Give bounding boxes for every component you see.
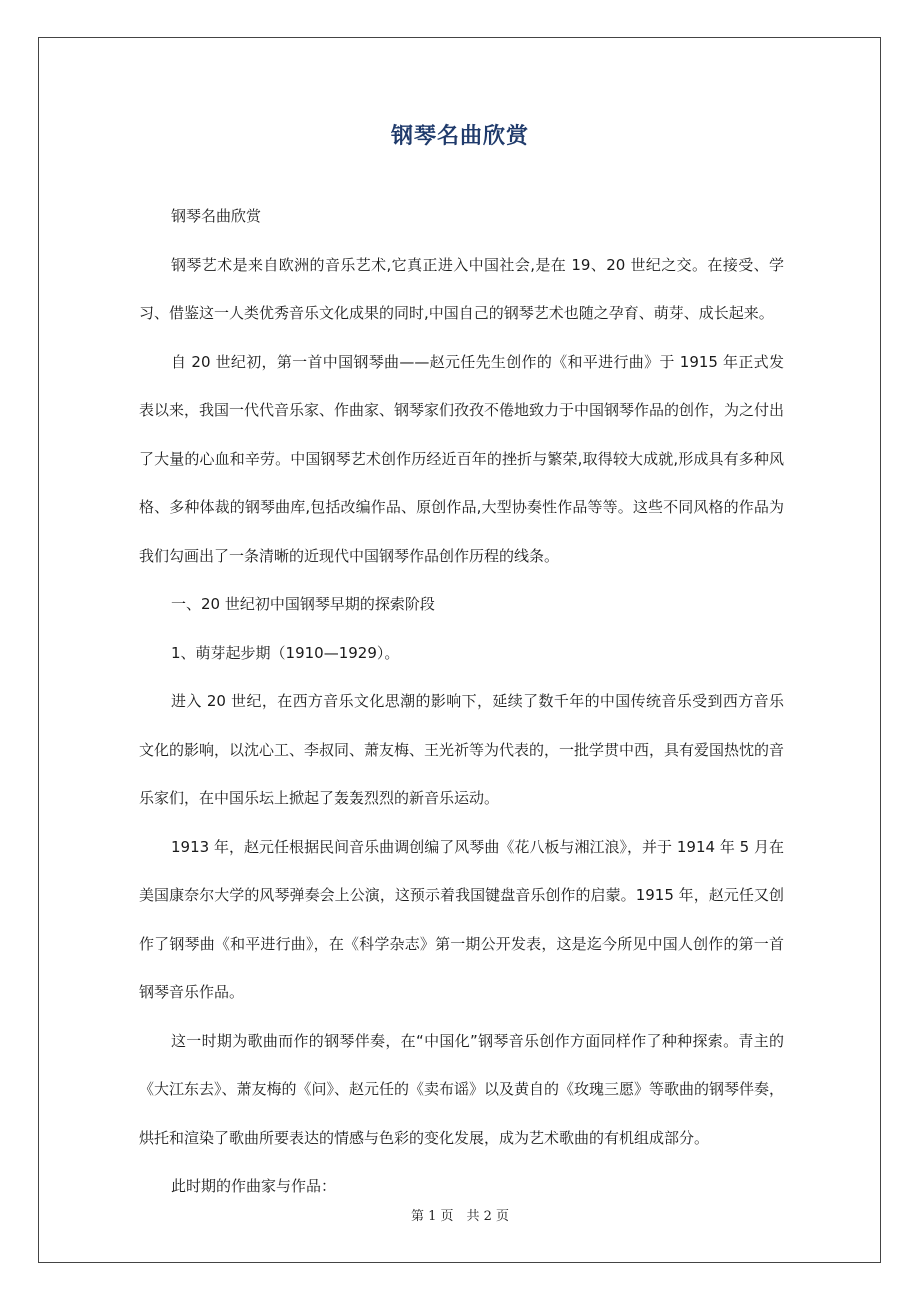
document-title: 钢琴名曲欣赏 — [390, 124, 529, 149]
page-footer: 第 1 页 共 2 页 — [410, 1209, 510, 1224]
paragraph-new-music: 进入 20 世纪，在西方音乐文化思潮的影响下，延续了数千年的中国传统音乐受到西方音乐文化的影响，以沈心工、李叔同、萧友梅、王光祈等为代表的，一批学贯中西，具有爱国热忱的音乐家们，在中国乐坛上掀起了轰轰烈烈的新音乐运动。 — [139, 692, 785, 807]
paragraph-intro: 钢琴艺术是来自欧洲的音乐艺术,它真正进入中国社会,是在 19、20 世纪之交。在接受、学习、借鉴这一人类优秀音乐文化成果的同时,中国自己的钢琴艺术也随之孕育、萌芽、成长起来。 — [139, 255, 784, 322]
subsection-heading: 1、萌芽起步期（1910—1929）。 — [171, 643, 400, 662]
paragraph-accompaniment: 这一时期为歌曲而作的钢琴伴奏，在“中国化”钢琴音乐创作方面同样作了种种探索。青主的《大江东去》、萧友梅的《问》、赵元任的《卖布谣》以及黄自的《玫瑰三愿》等歌曲的钢琴伴奏，烘托和渲染了歌曲所要表达的情感与色彩的变化发展，成为艺术歌曲的有机组成部分。 — [139, 1031, 785, 1147]
section-heading: 一、20 世纪初中国钢琴早期的探索阶段 — [171, 595, 435, 613]
paragraph-zhao-yuanren: 1913 年，赵元任根据民间音乐曲调创编了风琴曲《花八板与湘江浪》，并于 1914 年 5 月在美国康奈尔大学的风琴弹奏会上公演，这预示着我国键盘音乐创作的启蒙。1915 年，赵元任又创作了钢琴曲《和平进行曲》，在《科学杂志》第一期公开发表，这是迄今所见中国人创作的第一首钢琴音乐作品。 — [139, 837, 784, 1001]
document-body — [139, 192, 784, 1211]
paragraph-history: 自 20 世纪初，第一首中国钢琴曲——赵元任先生创作的《和平进行曲》于 1915 年正式发表以来，我国一代代音乐家、作曲家、钢琴家们孜孜不倦地致力于中国钢琴作品的创作，为之付出了大量的心血和辛劳。中国钢琴艺术创作历经近百年的挫折与繁荣,取得较大成就,形成具有多种风格、多种体裁的钢琴曲库,包括改编作品、原创作品,大型协奏性作品等等。这些不同风格的作品为我们勾画出了一条清晰的近现代中国钢琴作品创作历程的线条。 — [139, 352, 785, 565]
paragraph-composers-intro: 此时期的作曲家与作品： — [171, 1177, 337, 1195]
paragraph-heading-repeat: 钢琴名曲欣赏 — [171, 207, 262, 225]
